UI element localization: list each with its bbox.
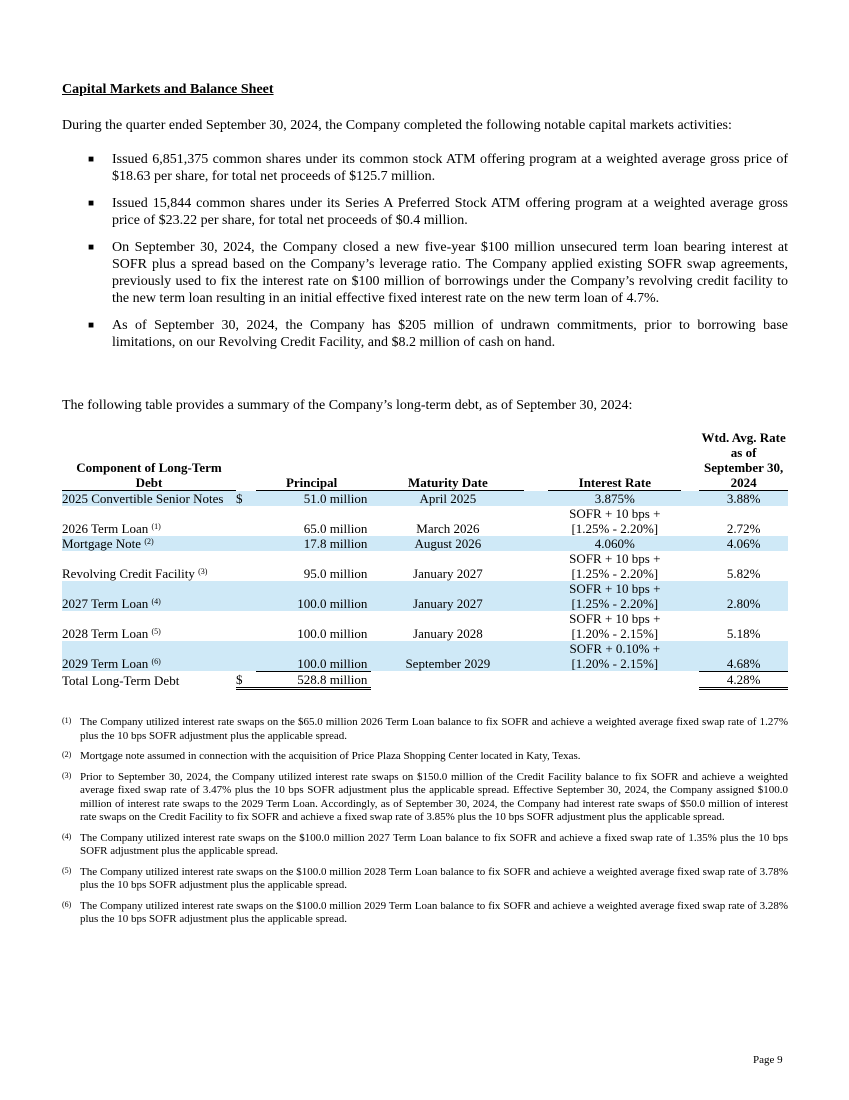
cell-dollar [236, 506, 256, 536]
footnote-text: The Company utilized interest rate swaps on the $100.0 million 2027 Term Loan balance to fix SOFR and achieve a fixed swap rate of 1.35% plus the 10 bps SOFR adjustment plus the applicable spread. [80, 831, 788, 857]
table-row [62, 551, 788, 581]
footnote-ref: (1) [151, 522, 161, 531]
cell-wtd-avg-rate: 3.88% [699, 491, 788, 507]
cell-interest-rate [548, 536, 681, 551]
cell-maturity: January 2027 [371, 581, 524, 611]
cell-spacer [681, 506, 699, 536]
cell-dollar [236, 641, 256, 671]
cell-maturity: January 2028 [413, 626, 483, 641]
cell-spacer [681, 491, 699, 507]
cell-wtd-avg-rate: 2.72% [726, 521, 761, 536]
cell-component [62, 506, 236, 536]
rate-line-2: [1.20% - 2.15%] [571, 626, 659, 641]
cell-interest-rate [548, 611, 681, 641]
list-item [62, 239, 788, 307]
cell-maturity: August 2026 [371, 536, 524, 551]
footnote-mark: (4) [62, 831, 72, 841]
footnote [62, 750, 788, 764]
header-spacer [236, 430, 256, 491]
header-spacer [681, 430, 699, 491]
page-number: Page 9 [753, 1054, 783, 1066]
footnotes [62, 716, 788, 934]
rate-line-2: [1.25% - 2.20%] [571, 596, 659, 611]
footnote-ref: (6) [151, 657, 161, 666]
list-item-text: As of September 30, 2024, the Company has $205 million of undrawn commitments, prior to borrowing base limitations, on our Revolving Credit Facility, and $8.2 million of cash on hand. [112, 318, 788, 350]
cell-dollar [236, 551, 256, 581]
footnote-text: Mortgage note assumed in connection with the acquisition of Price Plaza Shopping Center located in Katy, Texas. [80, 750, 581, 762]
rate-line-1: SOFR + 10 bps + [569, 581, 661, 596]
header-maturity: Maturity Date [371, 430, 524, 491]
cell-principal: 100.0 million [256, 641, 371, 671]
rate-line-2: 4.060% [594, 536, 635, 551]
cell-interest-rate [548, 641, 681, 671]
table-row [62, 581, 788, 611]
footnote-text: Prior to September 30, 2024, the Company utilized interest rate swaps on $150.0 million of the Credit Facility balance to fix SOFR and achieve a weighted average fixed swap rate of 3.47% plus the 10 bps SOFR adjustment plus the applicable spread. Effective September 30, 2024, the Company assigned $100.0 million of interest rate swaps to the 2029 Term Loan. Accordingly, as of September 30, 2024, the Company had interest rate swaps of $50.0 million of interest rate swaps on the Credit Facility to fix SOFR and achieve a fixed swap rate of 3.85% plus the 10 bps SOFR adjustment plus the applicable spread. [80, 770, 788, 823]
list-item [62, 195, 788, 229]
component-name: 2025 Convertible Senior Notes [62, 491, 224, 506]
cell-wtd-avg-rate: 4.68% [699, 641, 788, 671]
cell-spacer [524, 641, 548, 671]
rate-line-1: SOFR + 10 bps + [569, 506, 661, 521]
cell-total-label: Total Long-Term Debt [62, 673, 180, 688]
cell-spacer [524, 536, 548, 551]
cell-interest-rate [548, 581, 681, 611]
footnote-ref: (2) [144, 537, 154, 546]
cell-component [62, 536, 236, 551]
cell-maturity: September 2029 [371, 641, 524, 671]
component-name: 2026 Term Loan [62, 521, 149, 536]
cell-spacer [548, 671, 681, 688]
section-heading: Capital Markets and Balance Sheet [62, 82, 274, 97]
activities-list [62, 151, 788, 361]
component-name: 2028 Term Loan [62, 626, 149, 641]
cell-spacer [681, 611, 699, 641]
cell-wtd-avg-rate: 5.82% [726, 566, 761, 581]
component-name: 2027 Term Loan [62, 596, 149, 611]
component-name: Revolving Credit Facility [62, 566, 195, 581]
footnote-ref: (5) [151, 627, 161, 636]
cell-dollar [236, 581, 256, 611]
footnote [62, 716, 788, 743]
cell-wtd-avg-rate: 4.06% [699, 536, 788, 551]
footnote [62, 866, 788, 893]
long-term-debt-table [62, 430, 788, 690]
table-row [62, 641, 788, 671]
footnote-text: The Company utilized interest rate swaps on the $65.0 million 2026 Term Loan balance to fix SOFR and achieve a weighted average fixed swap rate of 1.27% plus the 10 bps SOFR adjustment plus the applicable spread. [80, 716, 788, 742]
cell-spacer [681, 671, 699, 688]
table-header-row [62, 430, 788, 491]
list-item-text: Issued 15,844 common shares under its Series A Preferred Stock ATM offering program at a weighted average gross price of $23.22 per share, for total net proceeds of $0.4 million. [112, 196, 788, 228]
footnote-mark: (6) [62, 899, 72, 909]
cell-principal: 100.0 million [256, 581, 371, 611]
table-total-row [62, 671, 788, 688]
footnote [62, 900, 788, 927]
table-row [62, 491, 788, 507]
cell-spacer [371, 671, 524, 688]
cell-wtd-avg-rate: 5.18% [726, 626, 761, 641]
table-row [62, 506, 788, 536]
footnote-mark: (2) [62, 750, 72, 759]
square-bullet-icon: ■ [88, 242, 95, 253]
cell-principal: 17.8 million [256, 536, 371, 551]
cell-principal: 51.0 million [256, 491, 371, 507]
cell-spacer [524, 611, 548, 641]
footnote-mark: (3) [62, 770, 72, 780]
cell-spacer [524, 506, 548, 536]
header-interest-rate: Interest Rate [548, 430, 681, 491]
cell-wtd-avg-rate: 2.80% [699, 581, 788, 611]
footnote-mark: (5) [62, 865, 72, 875]
footnote-text: The Company utilized interest rate swaps on the $100.0 million 2029 Term Loan balance to fix SOFR and achieve a weighted average fixed swap rate of 3.28% plus the 10 bps SOFR adjustment plus the applicable spread. [80, 899, 788, 925]
square-bullet-icon: ■ [88, 320, 95, 331]
footnote-mark: (1) [62, 716, 72, 725]
component-name: Mortgage Note [62, 536, 142, 551]
cell-spacer [524, 581, 548, 611]
cell-component [62, 641, 236, 671]
footnote [62, 771, 788, 825]
cell-spacer [681, 581, 699, 611]
square-bullet-icon: ■ [88, 198, 95, 209]
cell-component [62, 581, 236, 611]
footnote-text: The Company utilized interest rate swaps on the $100.0 million 2028 Term Loan balance to fix SOFR and achieve a weighted average fixed swap rate of 3.78% plus the 10 bps SOFR adjustment plus the applicable spread. [80, 865, 788, 891]
cell-principal: 65.0 million [303, 521, 368, 536]
table-intro: The following table provides a summary of the Company’s long-term debt, as of September 30, 2024: [62, 398, 633, 413]
rate-line-2: [1.20% - 2.15%] [571, 656, 659, 671]
header-spacer [524, 430, 548, 491]
cell-total-wtd: 4.28% [699, 671, 788, 688]
footnote-ref: (3) [198, 567, 208, 576]
cell-component [62, 611, 236, 641]
square-bullet-icon: ■ [88, 154, 95, 165]
cell-maturity: April 2025 [371, 491, 524, 507]
footnote-ref: (4) [151, 597, 161, 606]
cell-component [62, 491, 236, 507]
header-component: Component of Long-Term Debt [62, 430, 236, 491]
table-row [62, 536, 788, 551]
cell-dollar [236, 536, 256, 551]
rate-line-1: SOFR + 10 bps + [569, 611, 661, 626]
header-principal: Principal [256, 430, 371, 491]
cell-spacer [681, 536, 699, 551]
cell-principal: 95.0 million [303, 566, 368, 581]
cell-interest-rate [548, 506, 681, 536]
cell-principal: 100.0 million [297, 626, 368, 641]
cell-spacer [524, 671, 548, 688]
rate-line-2: [1.25% - 2.20%] [571, 566, 659, 581]
cell-interest-rate [548, 551, 681, 581]
table-row [62, 611, 788, 641]
cell-spacer [681, 641, 699, 671]
cell-interest-rate [548, 491, 681, 507]
cell-dollar: $ [236, 671, 256, 688]
list-item-text: On September 30, 2024, the Company closed a new five-year $100 million unsecured term loan bearing interest at SOFR plus a spread based on the Company’s leverage ratio. The Company applied existing SOFR swap agreements, previously used to fix the interest rate on $100 million of borrowings under the Company’s revolving credit facility to the new term loan resulting in an initial effective fixed interest rate on the new term loan of 4.7%. [112, 240, 788, 306]
footnote [62, 832, 788, 859]
header-wtd-avg-rate: Wtd. Avg. Rate as of September 30, 2024 [699, 430, 788, 491]
rate-line-2: [1.25% - 2.20%] [571, 521, 659, 536]
cell-total-principal: 528.8 million [256, 671, 371, 688]
cell-dollar: $ [236, 491, 256, 507]
cell-maturity: January 2027 [413, 566, 483, 581]
cell-component [62, 551, 236, 581]
list-item [62, 151, 788, 185]
cell-maturity: March 2026 [416, 521, 480, 536]
rate-line-1: SOFR + 10 bps + [569, 551, 661, 566]
intro-paragraph: During the quarter ended September 30, 2024, the Company completed the following notable capital markets activities: [62, 118, 732, 133]
component-name: 2029 Term Loan [62, 656, 149, 671]
cell-spacer [524, 491, 548, 507]
cell-spacer [681, 551, 699, 581]
rate-line-2: 3.875% [594, 491, 635, 506]
list-item [62, 317, 788, 351]
list-item-text: Issued 6,851,375 common shares under its common stock ATM offering program at a weighted average gross price of $18.63 per share, for total net proceeds of $125.7 million. [112, 152, 788, 184]
cell-spacer [524, 551, 548, 581]
rate-line-1: SOFR + 0.10% + [569, 641, 661, 656]
cell-dollar [236, 611, 256, 641]
